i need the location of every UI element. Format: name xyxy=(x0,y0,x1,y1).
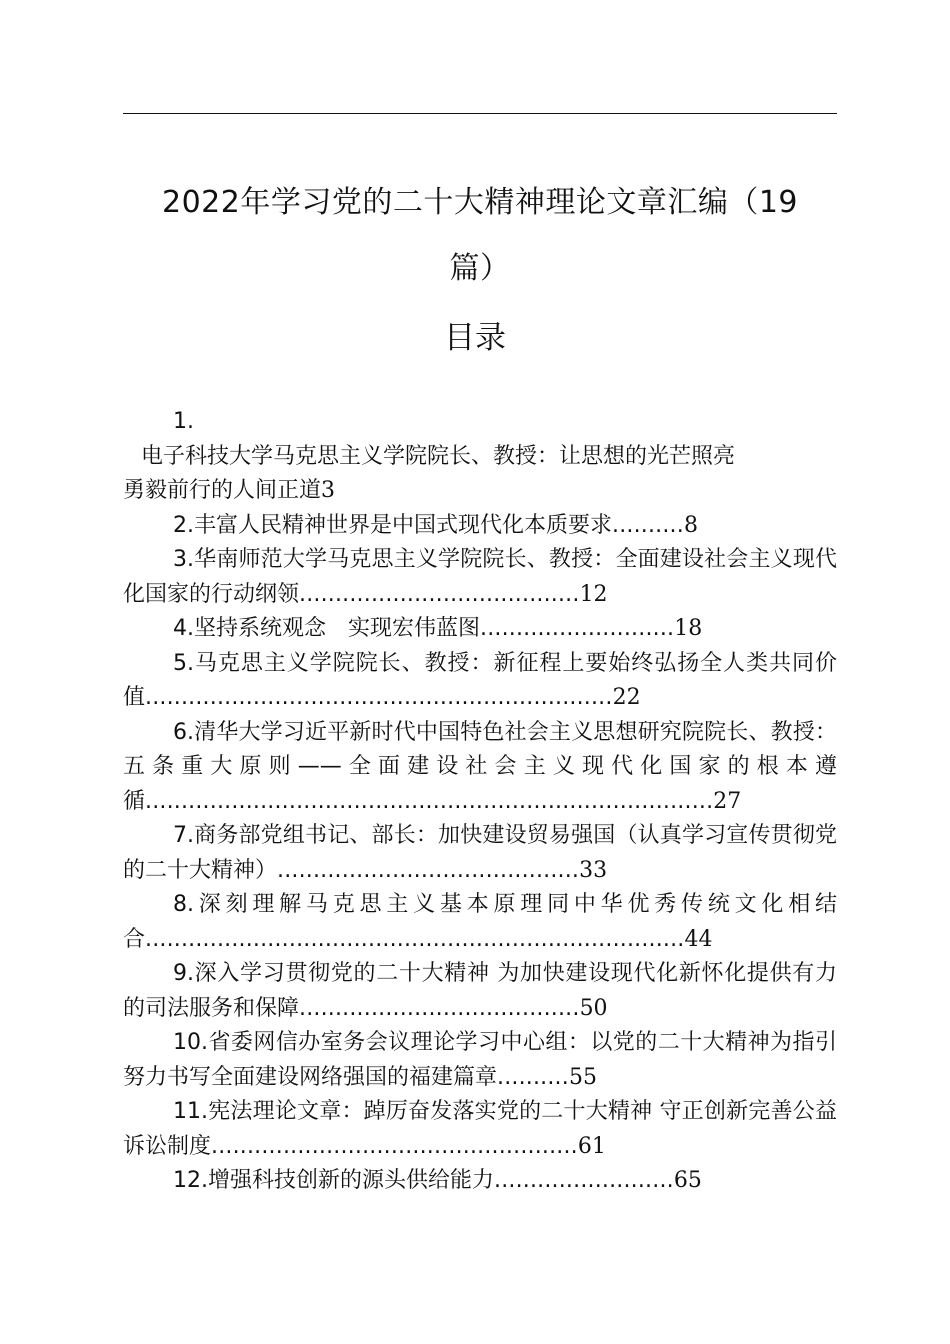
toc-entry-text: 10.省委网信办室务会议理论学习中心组：以党的二十大精神为指引 努力书写全面建设网络强国的福建篇章 xyxy=(123,1030,837,1090)
toc-entry-text: 2.丰富人民精神世界是中国式现代化本质要求 xyxy=(173,512,612,538)
toc-leader: ........................... xyxy=(480,616,675,641)
toc-entry-page: 22 xyxy=(612,685,641,710)
toc-entry-text: 9.深入学习贯彻党的二十大精神 为加快建设现代化新怀化提供有力的司法服务和保障 xyxy=(123,961,837,1021)
toc-entry-9[interactable] xyxy=(123,957,837,1026)
toc-entry-8[interactable] xyxy=(123,888,837,957)
toc-leader: ................................................................. xyxy=(145,685,613,710)
toc-entry-7[interactable] xyxy=(123,819,837,888)
toc-entry-4[interactable] xyxy=(123,612,837,647)
toc-leader: ....................................... xyxy=(299,995,580,1021)
toc-entry-3[interactable] xyxy=(123,543,837,612)
toc-leader: .......... xyxy=(612,512,684,538)
toc-entry-text: 6.清华大学习近平新时代中国特色社会主义思想研究院院长、教授：五条重大原则——全面建设社会主义现代化国家的根本遵循 xyxy=(123,719,837,814)
table-of-contents xyxy=(123,405,837,1199)
toc-entry-text: 3.华南师范大学马克思主义学院院长、教授：全面建设社会主义现代化国家的行动纲领 xyxy=(123,547,837,607)
toc-entry-page: 44 xyxy=(684,926,713,952)
toc-entry-page: 27 xyxy=(713,788,742,814)
toc-entry-5[interactable] xyxy=(123,647,837,716)
toc-entry-number: 1. xyxy=(173,409,194,434)
title-line-1: 2022年学习党的二十大精神理论文章汇编（19 xyxy=(161,185,799,220)
toc-entry-page: 18 xyxy=(674,616,703,641)
toc-entry-page: 65 xyxy=(673,1168,702,1193)
toc-leader: ........................................................................... xyxy=(145,926,685,952)
toc-entry-10[interactable] xyxy=(123,1026,837,1095)
toc-entry-text: 11.宪法理论文章：踔厉奋发落实党的二十大精神 守正创新完善公益诉讼制度 xyxy=(123,1099,837,1159)
toc-entry-12[interactable] xyxy=(123,1164,837,1199)
toc-entry-text: 5.马克思主义学院院长、教授：新征程上要始终弘扬全人类共同价值 xyxy=(123,650,837,710)
toc-entry-page: 50 xyxy=(579,995,608,1021)
toc-entry-page: 55 xyxy=(568,1064,597,1090)
toc-entry-page: 8 xyxy=(683,512,698,538)
toc-entry-page: 61 xyxy=(577,1133,606,1159)
toc-leader: ....................................... xyxy=(299,581,580,607)
toc-leader: ............................................................................... xyxy=(145,788,714,814)
toc-entry-page: 3 xyxy=(321,478,336,503)
toc-entry-text: 4.坚持系统观念 实现宏伟蓝图 xyxy=(173,616,480,641)
toc-leader: .......................................... xyxy=(277,857,580,883)
toc-entry-11[interactable] xyxy=(123,1095,837,1164)
toc-entry-2[interactable] xyxy=(123,509,837,544)
toc-entry-page: 33 xyxy=(579,857,608,883)
toc-entry-6[interactable] xyxy=(123,716,837,820)
document-title xyxy=(110,170,850,302)
toc-leader: ......................... xyxy=(494,1168,674,1193)
toc-entry-page: 12 xyxy=(579,581,608,607)
header-rule xyxy=(123,113,837,114)
toc-entry-text: 8.深刻理解马克思主义基本原理同中华优秀传统文化相结合 xyxy=(123,892,837,952)
toc-entry-text: 电子科技大学马克思主义学院院长、教授：让思想的光芒照亮 xyxy=(141,443,736,469)
toc-leader: .......... xyxy=(497,1064,569,1090)
toc-entry-text: 12.增强科技创新的源头供给能力 xyxy=(173,1168,494,1193)
toc-entry-1[interactable] xyxy=(123,405,837,509)
toc-leader: ................................................... xyxy=(211,1133,578,1159)
title-line-2: 篇） xyxy=(449,251,511,286)
toc-entry-text: 7.商务部党组书记、部长：加快建设贸易强国（认真学习宣传贯彻党的二十大精神） xyxy=(123,823,837,883)
toc-heading: 目录 xyxy=(444,320,506,356)
toc-entry-text: 勇毅前行的人间正道 xyxy=(123,478,322,503)
